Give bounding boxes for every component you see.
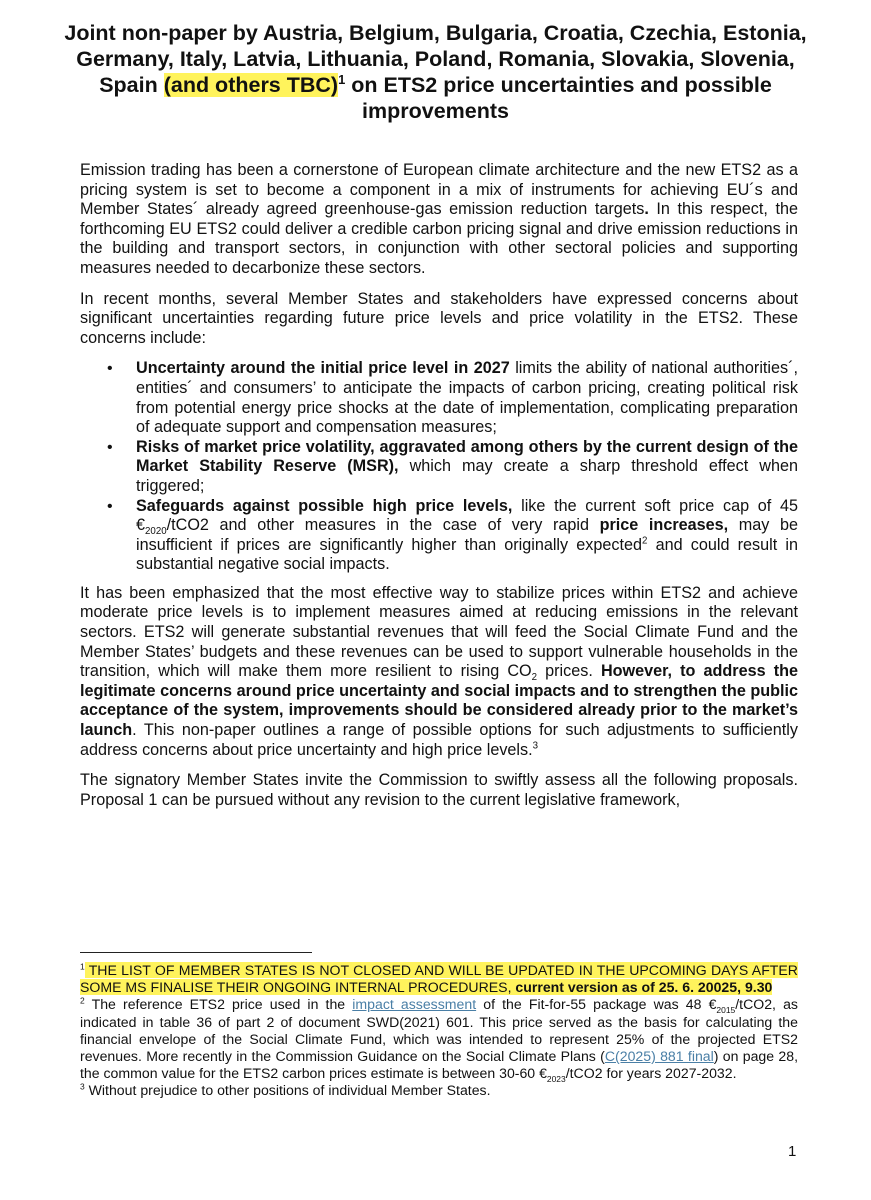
- list-item-text: may be insufficient if prices are significantly higher than originally expected: [136, 516, 798, 554]
- paragraph-bold: However, to address the legitimate concerns around price uncertainty and social impacts and to strengthen the public acceptance of the system, improvements should be considered already prior to the market’s launch: [80, 662, 798, 740]
- list-item-text: which may create a sharp threshold effect when triggered;: [136, 457, 798, 495]
- footnote-number: 1: [80, 961, 85, 972]
- list-item-bold: Safeguards against possible high price levels,: [136, 496, 513, 515]
- title-text-end: on ETS2 price uncertainties and possible improvements: [345, 73, 772, 123]
- footnote-ref-1[interactable]: 1: [338, 71, 346, 87]
- document-body: [80, 161, 798, 821]
- subscript: 2020: [145, 526, 167, 538]
- footnote-number: 2: [80, 995, 85, 1006]
- title-text: Joint non-paper by Austria, Belgium, Bulgaria, Croatia, Czechia, Estonia, Germany, Italy, Latvia, Lithuania, Poland, Romania, Slovakia, Slovenia, Spain: [64, 21, 807, 97]
- subscript: 2: [531, 672, 538, 684]
- list-item: [107, 437, 798, 497]
- bullet-icon: •: [107, 438, 113, 456]
- footnote-text: ) on page 28, the common value for the ETS2 carbon prices estimate is between 30-60 €: [80, 1048, 799, 1082]
- concerns-list: [80, 359, 798, 575]
- paragraph-bold: .: [644, 200, 649, 219]
- footnote-text: THE LIST OF MEMBER STATES IS NOT CLOSED AND WILL BE UPDATED IN THE UPCOMING DAYS AFTER SOME MS FINALISE THEIR ONGOING INTERNAL PROCEDURES,: [80, 962, 798, 996]
- footnote-text: /tCO2 for years 2027-2032.: [565, 1065, 737, 1082]
- paragraph-proposals: The signatory Member States invite the Commission to swiftly assess all the following proposals. Proposal 1 can be pursued without any revision to the current legislative framework,: [80, 771, 798, 809]
- footnote-ref-2[interactable]: 2: [642, 535, 648, 547]
- list-item-bold: Risks of market price volatility, aggravated among others by the current design of the Market Stability Reserve (MSR),: [136, 437, 798, 476]
- list-item-text: /tCO2 and other measures in the case of very rapid: [166, 516, 600, 535]
- footnote-text: of the Fit-for-55 package was 48 €: [476, 996, 717, 1013]
- paragraph-emphasis: [80, 584, 798, 760]
- list-item-text: like the current soft price cap of 45 €: [136, 496, 798, 535]
- subscript: 2023: [546, 1074, 566, 1085]
- paragraph-text: In this respect, the forthcoming EU ETS2 could deliver a credible carbon pricing signal and drive emission reductions in the building and transport sectors, in conjunction with other sectoral policies and supporting measures needed to decarbonize these sectors.: [80, 200, 798, 277]
- footnote-3: [80, 1082, 798, 1099]
- footnote-1: [80, 962, 798, 996]
- list-item-bold: price increases,: [599, 516, 729, 535]
- impact-assessment-link[interactable]: impact assessment: [352, 996, 477, 1013]
- list-item-text: limits the ability of national authorities´, entities´ and consumers’ to anticipate the impacts of carbon pricing, creating political risk from potential energy price shocks at the date of implementation, complicating preparation of adequate support and compensation measures;: [136, 359, 798, 437]
- title-highlight: (and others TBC): [163, 73, 339, 97]
- paragraph-intro: [80, 161, 798, 279]
- bullet-icon: •: [107, 497, 113, 515]
- footnote-ref-3[interactable]: 3: [532, 740, 539, 752]
- paragraph-text: Emission trading has been a cornerstone of European climate architecture and the new ETS2 as a pricing system is set to become a component in a mix of instruments for achieving EU´s and Member States´ already agreed greenhouse-gas emission reduction targets: [80, 161, 798, 219]
- footnote-divider: [80, 952, 312, 953]
- footnote-text: /tCO2, as indicated in table 36 of part 2 of document SWD(2021) 601. This price served as the basis for calculating the financial envelope of the Social Climate Fund, which was intended to represent 25% of the projected ETS2 revenues. More recently in the Commission Guidance on the Social Climate Plans (: [80, 996, 798, 1065]
- list-item: [107, 359, 798, 437]
- footnotes: [80, 962, 798, 1100]
- footnote-highlight: [80, 962, 798, 995]
- list-item: [107, 496, 798, 575]
- footnote-number: 3: [80, 1081, 85, 1092]
- footnote-2: [80, 995, 799, 1085]
- page-title: [60, 20, 811, 124]
- footnote-text: Without prejudice to other positions of individual Member States.: [84, 1082, 491, 1099]
- list-item-text: and could result in substantial negative social impacts.: [136, 535, 798, 574]
- subscript: 2015: [716, 1005, 736, 1016]
- commission-guidance-link[interactable]: C(2025) 881 final: [604, 1048, 714, 1065]
- paragraph-concerns: In recent months, several Member States and stakeholders have expressed concerns about significant uncertainties regarding future price levels and price volatility in the ETS2. These concerns include:: [80, 289, 798, 347]
- bullet-icon: •: [107, 360, 113, 378]
- footnote-bold: current version as of 25. 6. 20025, 9.30: [515, 979, 773, 996]
- paragraph-text: prices.: [537, 662, 601, 681]
- paragraph-text: It has been emphasized that the most effective way to stabilize prices within ETS2 and achieve moderate price levels is to implement measures aimed at reducing emissions in the relevant sectors. ETS2 will generate substantial revenues that will feed the Social Climate Fund and the Member States’ budgets and these revenues can be used to support vulnerable households in the transition, which will make them more resilient to rising CO: [80, 583, 798, 681]
- footnote-text: The reference ETS2 price used in the: [84, 996, 353, 1013]
- page-number: 1: [788, 1143, 797, 1160]
- paragraph-text: . This non-paper outlines a range of possible options for such adjustments to sufficiently address concerns about price uncertainty and high price levels.: [80, 721, 798, 759]
- list-item-bold: Uncertainty around the initial price level in 2027: [136, 359, 510, 378]
